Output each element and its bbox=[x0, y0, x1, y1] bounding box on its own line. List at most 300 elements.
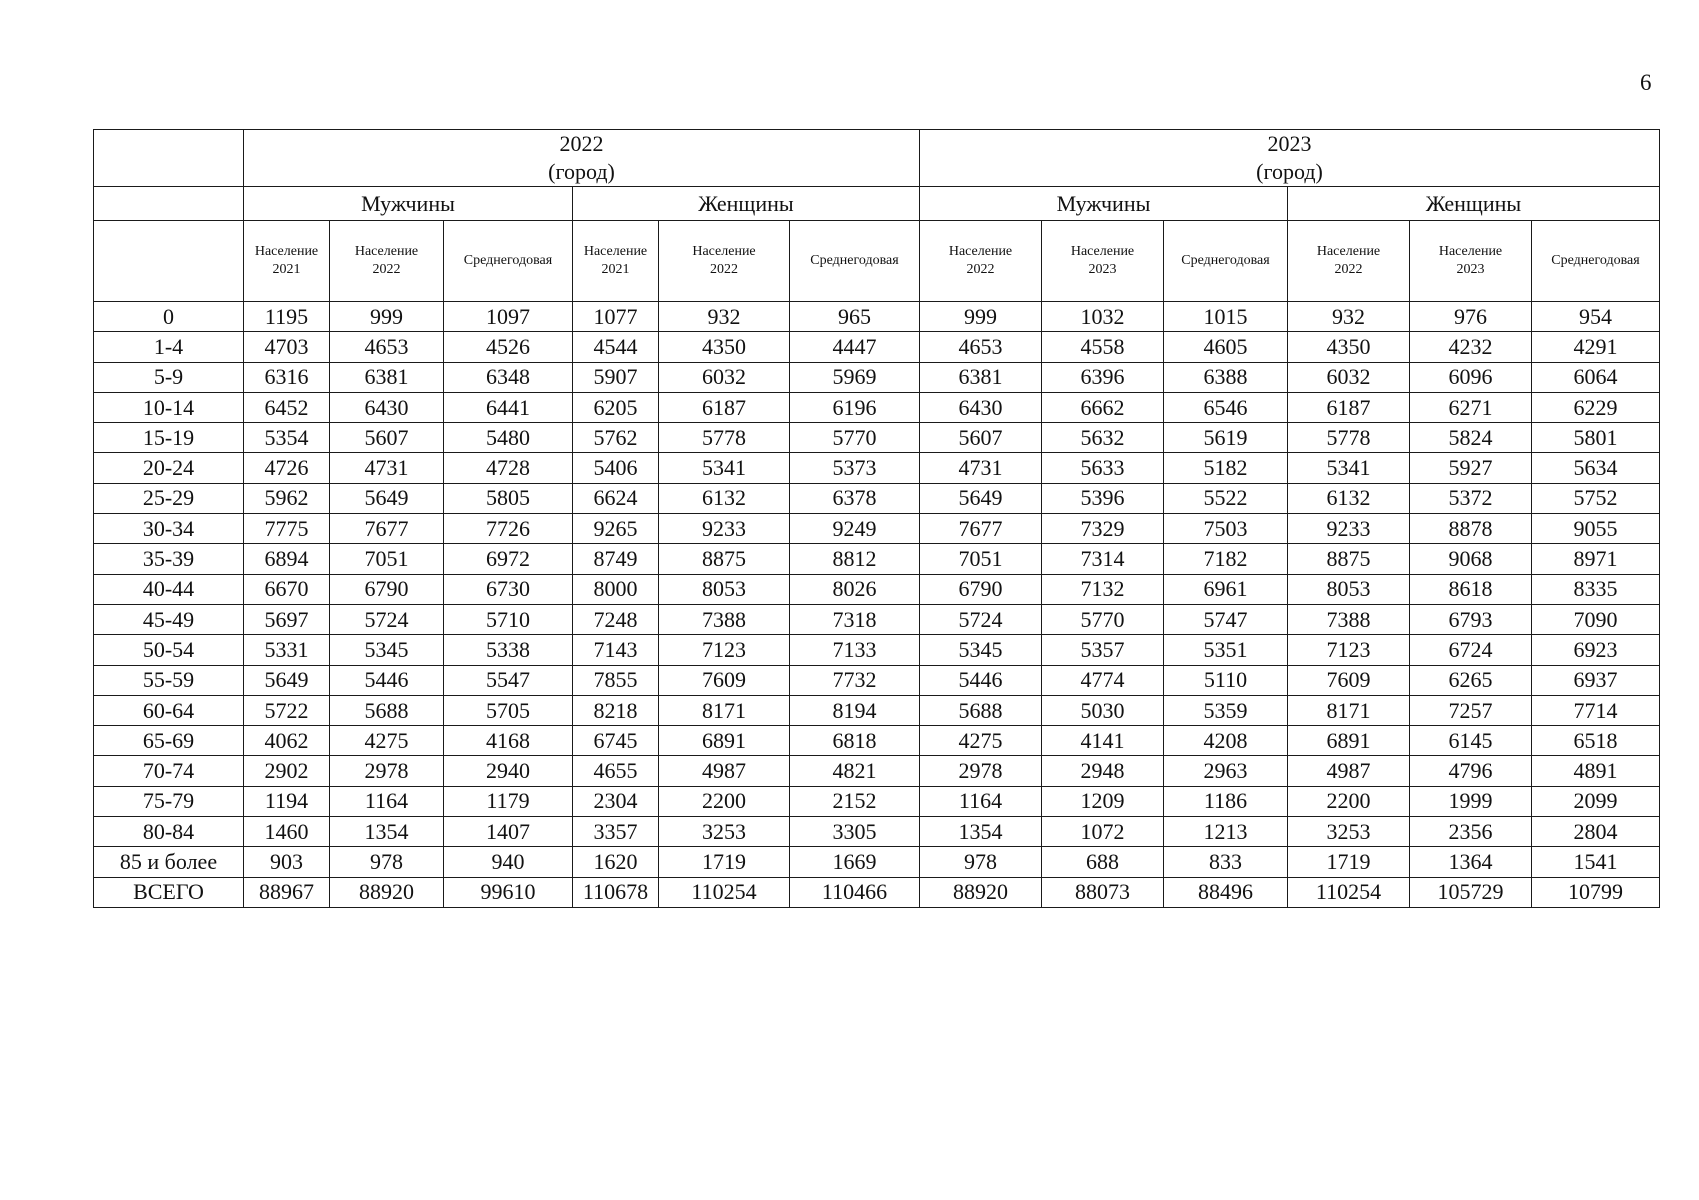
value-cell: 4291 bbox=[1532, 332, 1660, 362]
column-subheader bbox=[659, 221, 790, 302]
subheader-label: Среднегодовая bbox=[463, 253, 553, 268]
subheader-label: Население bbox=[948, 244, 1013, 259]
value-cell: 4558 bbox=[1042, 332, 1164, 362]
value-cell: 2978 bbox=[920, 756, 1042, 786]
value-cell: 978 bbox=[330, 847, 444, 877]
value-cell: 6972 bbox=[444, 544, 573, 574]
subheader-label: Население bbox=[1070, 244, 1135, 259]
value-cell: 9233 bbox=[659, 514, 790, 544]
value-cell: 7051 bbox=[920, 544, 1042, 574]
value-cell: 6745 bbox=[573, 726, 659, 756]
age-group-cell: 80-84 bbox=[94, 817, 244, 847]
sex-header-female-2023: Женщины bbox=[1288, 187, 1660, 221]
value-cell: 2304 bbox=[573, 786, 659, 816]
value-cell: 5446 bbox=[920, 665, 1042, 695]
subheader-year: 2022 bbox=[966, 262, 995, 277]
value-cell: 5632 bbox=[1042, 423, 1164, 453]
value-cell: 6724 bbox=[1410, 635, 1532, 665]
value-cell: 88073 bbox=[1042, 877, 1164, 907]
subheader-year: 2022 bbox=[372, 262, 401, 277]
subheader-label: Население bbox=[692, 244, 756, 259]
value-cell: 4141 bbox=[1042, 726, 1164, 756]
page-number: 6 bbox=[1640, 70, 1652, 95]
value-cell: 1407 bbox=[444, 817, 573, 847]
value-cell: 2902 bbox=[244, 756, 330, 786]
value-cell: 88920 bbox=[920, 877, 1042, 907]
value-cell: 9055 bbox=[1532, 514, 1660, 544]
table-row bbox=[94, 847, 1660, 877]
value-cell: 4728 bbox=[444, 453, 573, 483]
value-cell: 3253 bbox=[1288, 817, 1410, 847]
value-cell: 5969 bbox=[790, 362, 920, 392]
value-cell: 1354 bbox=[920, 817, 1042, 847]
value-cell: 833 bbox=[1164, 847, 1288, 877]
value-cell: 2963 bbox=[1164, 756, 1288, 786]
age-group-cell: 70-74 bbox=[94, 756, 244, 786]
table-row bbox=[94, 574, 1660, 604]
table-row bbox=[94, 332, 1660, 362]
age-group-cell: 50-54 bbox=[94, 635, 244, 665]
value-cell: 2948 bbox=[1042, 756, 1164, 786]
value-cell: 6923 bbox=[1532, 635, 1660, 665]
value-cell: 6381 bbox=[330, 362, 444, 392]
value-cell: 5770 bbox=[790, 423, 920, 453]
value-cell: 105729 bbox=[1410, 877, 1532, 907]
value-cell: 7143 bbox=[573, 635, 659, 665]
age-group-cell: 20-24 bbox=[94, 453, 244, 483]
column-subheader bbox=[244, 221, 330, 302]
table-row bbox=[94, 514, 1660, 544]
value-cell: 5341 bbox=[1288, 453, 1410, 483]
value-cell: 6388 bbox=[1164, 362, 1288, 392]
value-cell: 7388 bbox=[1288, 604, 1410, 634]
value-cell: 5359 bbox=[1164, 695, 1288, 725]
value-cell: 8053 bbox=[659, 574, 790, 604]
value-cell: 7609 bbox=[659, 665, 790, 695]
value-cell: 5607 bbox=[330, 423, 444, 453]
value-cell: 954 bbox=[1532, 302, 1660, 332]
value-cell: 7714 bbox=[1532, 695, 1660, 725]
table-row bbox=[94, 604, 1660, 634]
value-cell: 5619 bbox=[1164, 423, 1288, 453]
value-cell: 3357 bbox=[573, 817, 659, 847]
value-cell: 5607 bbox=[920, 423, 1042, 453]
age-group-cell: 10-14 bbox=[94, 392, 244, 422]
value-cell: 5345 bbox=[330, 635, 444, 665]
value-cell: 7090 bbox=[1532, 604, 1660, 634]
value-cell: 5446 bbox=[330, 665, 444, 695]
value-cell: 4544 bbox=[573, 332, 659, 362]
value-cell: 7123 bbox=[659, 635, 790, 665]
value-cell: 7182 bbox=[1164, 544, 1288, 574]
table-row bbox=[94, 817, 1660, 847]
value-cell: 5710 bbox=[444, 604, 573, 634]
value-cell: 2940 bbox=[444, 756, 573, 786]
value-cell: 6430 bbox=[920, 392, 1042, 422]
age-group-cell: 5-9 bbox=[94, 362, 244, 392]
value-cell: 7775 bbox=[244, 514, 330, 544]
column-subheader bbox=[1288, 221, 1410, 302]
subheader-year: 2023 bbox=[1088, 262, 1117, 277]
area-label: (город) bbox=[548, 159, 615, 184]
value-cell: 6961 bbox=[1164, 574, 1288, 604]
value-cell: 4350 bbox=[659, 332, 790, 362]
value-cell: 6187 bbox=[659, 392, 790, 422]
value-cell: 6730 bbox=[444, 574, 573, 604]
value-cell: 5341 bbox=[659, 453, 790, 483]
table-row bbox=[94, 544, 1660, 574]
column-subheader bbox=[1410, 221, 1532, 302]
value-cell: 932 bbox=[659, 302, 790, 332]
value-cell: 7329 bbox=[1042, 514, 1164, 544]
value-cell: 6064 bbox=[1532, 362, 1660, 392]
value-cell: 1164 bbox=[330, 786, 444, 816]
value-cell: 5705 bbox=[444, 695, 573, 725]
year-header-2022 bbox=[244, 130, 920, 187]
value-cell: 999 bbox=[920, 302, 1042, 332]
value-cell: 5927 bbox=[1410, 453, 1532, 483]
value-cell: 1015 bbox=[1164, 302, 1288, 332]
value-cell: 5801 bbox=[1532, 423, 1660, 453]
value-cell: 940 bbox=[444, 847, 573, 877]
value-cell: 9233 bbox=[1288, 514, 1410, 544]
value-cell: 4987 bbox=[1288, 756, 1410, 786]
value-cell: 9068 bbox=[1410, 544, 1532, 574]
sex-header-male-2022: Мужчины bbox=[244, 187, 573, 221]
value-cell: 6891 bbox=[659, 726, 790, 756]
year-label: 2022 bbox=[559, 131, 604, 156]
subheader-year: 2022 bbox=[1334, 262, 1363, 277]
value-cell: 8875 bbox=[1288, 544, 1410, 574]
table-row bbox=[94, 635, 1660, 665]
value-cell: 6430 bbox=[330, 392, 444, 422]
value-cell: 6452 bbox=[244, 392, 330, 422]
value-cell: 5747 bbox=[1164, 604, 1288, 634]
value-cell: 8171 bbox=[1288, 695, 1410, 725]
value-cell: 6624 bbox=[573, 483, 659, 513]
column-subheader bbox=[330, 221, 444, 302]
value-cell: 2804 bbox=[1532, 817, 1660, 847]
value-cell: 6348 bbox=[444, 362, 573, 392]
value-cell: 965 bbox=[790, 302, 920, 332]
age-group-cell: 30-34 bbox=[94, 514, 244, 544]
value-cell: 1195 bbox=[244, 302, 330, 332]
value-cell: 6316 bbox=[244, 362, 330, 392]
value-cell: 6790 bbox=[330, 574, 444, 604]
value-cell: 6229 bbox=[1532, 392, 1660, 422]
subheader-label: Население bbox=[1316, 244, 1381, 259]
age-group-cell: 45-49 bbox=[94, 604, 244, 634]
value-cell: 6132 bbox=[1288, 483, 1410, 513]
value-cell: 7123 bbox=[1288, 635, 1410, 665]
value-cell: 6518 bbox=[1532, 726, 1660, 756]
value-cell: 5633 bbox=[1042, 453, 1164, 483]
column-subheader bbox=[1532, 221, 1660, 302]
year-header-2023 bbox=[920, 130, 1660, 187]
value-cell: 5697 bbox=[244, 604, 330, 634]
value-cell: 6441 bbox=[444, 392, 573, 422]
value-cell: 6378 bbox=[790, 483, 920, 513]
value-cell: 4891 bbox=[1532, 756, 1660, 786]
value-cell: 8218 bbox=[573, 695, 659, 725]
value-cell: 5688 bbox=[920, 695, 1042, 725]
value-cell: 9249 bbox=[790, 514, 920, 544]
value-cell: 5110 bbox=[1164, 665, 1288, 695]
value-cell: 9265 bbox=[573, 514, 659, 544]
table-row bbox=[94, 665, 1660, 695]
table-row bbox=[94, 302, 1660, 332]
value-cell: 4655 bbox=[573, 756, 659, 786]
value-cell: 1209 bbox=[1042, 786, 1164, 816]
column-subheader bbox=[920, 221, 1042, 302]
value-cell: 6894 bbox=[244, 544, 330, 574]
value-cell: 6205 bbox=[573, 392, 659, 422]
value-cell: 3253 bbox=[659, 817, 790, 847]
subheader-label: Население bbox=[1438, 244, 1503, 259]
subheader-year: 2023 bbox=[1456, 262, 1485, 277]
value-cell: 2099 bbox=[1532, 786, 1660, 816]
value-cell: 6790 bbox=[920, 574, 1042, 604]
subheader-label: Среднегодовая bbox=[1181, 253, 1270, 268]
value-cell: 5396 bbox=[1042, 483, 1164, 513]
value-cell: 932 bbox=[1288, 302, 1410, 332]
value-cell: 8194 bbox=[790, 695, 920, 725]
area-label: (город) bbox=[1256, 159, 1323, 184]
value-cell: 110466 bbox=[790, 877, 920, 907]
value-cell: 2200 bbox=[659, 786, 790, 816]
value-cell: 5406 bbox=[573, 453, 659, 483]
value-cell: 5345 bbox=[920, 635, 1042, 665]
column-subheader bbox=[1164, 221, 1288, 302]
value-cell: 978 bbox=[920, 847, 1042, 877]
value-cell: 8618 bbox=[1410, 574, 1532, 604]
value-cell: 5030 bbox=[1042, 695, 1164, 725]
value-cell: 4821 bbox=[790, 756, 920, 786]
age-group-cell: 40-44 bbox=[94, 574, 244, 604]
value-cell: 1213 bbox=[1164, 817, 1288, 847]
value-cell: 6937 bbox=[1532, 665, 1660, 695]
table-body bbox=[94, 302, 1660, 908]
column-subheader bbox=[1042, 221, 1164, 302]
sex-header-male-2023: Мужчины bbox=[920, 187, 1288, 221]
table-row bbox=[94, 423, 1660, 453]
value-cell: 4731 bbox=[330, 453, 444, 483]
value-cell: 4062 bbox=[244, 726, 330, 756]
value-cell: 8053 bbox=[1288, 574, 1410, 604]
value-cell: 6396 bbox=[1042, 362, 1164, 392]
value-cell: 7051 bbox=[330, 544, 444, 574]
table-row bbox=[94, 483, 1660, 513]
value-cell: 7732 bbox=[790, 665, 920, 695]
value-cell: 4653 bbox=[920, 332, 1042, 362]
value-cell: 1179 bbox=[444, 786, 573, 816]
value-cell: 5522 bbox=[1164, 483, 1288, 513]
value-cell: 2356 bbox=[1410, 817, 1532, 847]
value-cell: 6381 bbox=[920, 362, 1042, 392]
value-cell: 7609 bbox=[1288, 665, 1410, 695]
value-cell: 4447 bbox=[790, 332, 920, 362]
value-cell: 1460 bbox=[244, 817, 330, 847]
value-cell: 4796 bbox=[1410, 756, 1532, 786]
corner-cell bbox=[94, 130, 244, 187]
value-cell: 4526 bbox=[444, 332, 573, 362]
value-cell: 110254 bbox=[659, 877, 790, 907]
value-cell: 6271 bbox=[1410, 392, 1532, 422]
value-cell: 5907 bbox=[573, 362, 659, 392]
age-group-cell: 75-79 bbox=[94, 786, 244, 816]
table-row bbox=[94, 695, 1660, 725]
value-cell: 6032 bbox=[1288, 362, 1410, 392]
value-cell: 88920 bbox=[330, 877, 444, 907]
age-group-cell: 85 и более bbox=[94, 847, 244, 877]
value-cell: 2200 bbox=[1288, 786, 1410, 816]
value-cell: 5778 bbox=[1288, 423, 1410, 453]
value-cell: 2978 bbox=[330, 756, 444, 786]
value-cell: 903 bbox=[244, 847, 330, 877]
age-group-cell: 55-59 bbox=[94, 665, 244, 695]
table-row bbox=[94, 786, 1660, 816]
value-cell: 5338 bbox=[444, 635, 573, 665]
value-cell: 688 bbox=[1042, 847, 1164, 877]
value-cell: 6187 bbox=[1288, 392, 1410, 422]
value-cell: 1354 bbox=[330, 817, 444, 847]
value-cell: 5331 bbox=[244, 635, 330, 665]
subheader-label: Среднегодовая bbox=[1551, 253, 1640, 268]
value-cell: 88496 bbox=[1164, 877, 1288, 907]
value-cell: 6793 bbox=[1410, 604, 1532, 634]
value-cell: 7726 bbox=[444, 514, 573, 544]
value-cell: 4168 bbox=[444, 726, 573, 756]
table-row bbox=[94, 726, 1660, 756]
table-row bbox=[94, 362, 1660, 392]
corner-cell bbox=[94, 187, 244, 221]
value-cell: 6196 bbox=[790, 392, 920, 422]
value-cell: 6096 bbox=[1410, 362, 1532, 392]
value-cell: 4731 bbox=[920, 453, 1042, 483]
value-cell: 7314 bbox=[1042, 544, 1164, 574]
value-cell: 5649 bbox=[330, 483, 444, 513]
value-cell: 8875 bbox=[659, 544, 790, 574]
value-cell: 1364 bbox=[1410, 847, 1532, 877]
value-cell: 1719 bbox=[1288, 847, 1410, 877]
value-cell: 7677 bbox=[920, 514, 1042, 544]
value-cell: 8971 bbox=[1532, 544, 1660, 574]
value-cell: 5649 bbox=[920, 483, 1042, 513]
age-group-cell: 65-69 bbox=[94, 726, 244, 756]
value-cell: 4726 bbox=[244, 453, 330, 483]
value-cell: 7248 bbox=[573, 604, 659, 634]
subheader-label: Среднегодовая bbox=[810, 253, 899, 268]
age-group-cell: 25-29 bbox=[94, 483, 244, 513]
age-group-cell: ВСЕГО bbox=[94, 877, 244, 907]
subheader-label: Население bbox=[583, 244, 648, 259]
column-subheader bbox=[573, 221, 659, 302]
column-subheader bbox=[790, 221, 920, 302]
value-cell: 5762 bbox=[573, 423, 659, 453]
value-cell: 5649 bbox=[244, 665, 330, 695]
age-group-cell: 1-4 bbox=[94, 332, 244, 362]
value-cell: 5373 bbox=[790, 453, 920, 483]
value-cell: 8026 bbox=[790, 574, 920, 604]
table-row bbox=[94, 392, 1660, 422]
value-cell: 6032 bbox=[659, 362, 790, 392]
value-cell: 5824 bbox=[1410, 423, 1532, 453]
value-cell: 5770 bbox=[1042, 604, 1164, 634]
value-cell: 4605 bbox=[1164, 332, 1288, 362]
value-cell: 6132 bbox=[659, 483, 790, 513]
value-cell: 1719 bbox=[659, 847, 790, 877]
value-cell: 6891 bbox=[1288, 726, 1410, 756]
value-cell: 4653 bbox=[330, 332, 444, 362]
total-row bbox=[94, 877, 1660, 907]
age-group-cell: 15-19 bbox=[94, 423, 244, 453]
value-cell: 7388 bbox=[659, 604, 790, 634]
value-cell: 1620 bbox=[573, 847, 659, 877]
age-group-cell: 0 bbox=[94, 302, 244, 332]
value-cell: 7133 bbox=[790, 635, 920, 665]
value-cell: 4703 bbox=[244, 332, 330, 362]
value-cell: 1999 bbox=[1410, 786, 1532, 816]
value-cell: 1164 bbox=[920, 786, 1042, 816]
value-cell: 8171 bbox=[659, 695, 790, 725]
value-cell: 4350 bbox=[1288, 332, 1410, 362]
year-label: 2023 bbox=[1267, 131, 1312, 156]
value-cell: 5724 bbox=[330, 604, 444, 634]
value-cell: 5351 bbox=[1164, 635, 1288, 665]
value-cell: 6670 bbox=[244, 574, 330, 604]
column-subheader bbox=[444, 221, 573, 302]
value-cell: 99610 bbox=[444, 877, 573, 907]
value-cell: 4232 bbox=[1410, 332, 1532, 362]
value-cell: 88967 bbox=[244, 877, 330, 907]
value-cell: 5688 bbox=[330, 695, 444, 725]
population-table bbox=[93, 129, 1660, 908]
subheader-year: 2021 bbox=[272, 262, 301, 277]
value-cell: 6818 bbox=[790, 726, 920, 756]
value-cell: 110678 bbox=[573, 877, 659, 907]
value-cell: 8749 bbox=[573, 544, 659, 574]
value-cell: 6662 bbox=[1042, 392, 1164, 422]
value-cell: 976 bbox=[1410, 302, 1532, 332]
value-cell: 7855 bbox=[573, 665, 659, 695]
value-cell: 5634 bbox=[1532, 453, 1660, 483]
value-cell: 4208 bbox=[1164, 726, 1288, 756]
value-cell: 5724 bbox=[920, 604, 1042, 634]
value-cell: 5962 bbox=[244, 483, 330, 513]
value-cell: 5357 bbox=[1042, 635, 1164, 665]
corner-cell bbox=[94, 221, 244, 302]
value-cell: 5182 bbox=[1164, 453, 1288, 483]
value-cell: 4987 bbox=[659, 756, 790, 786]
value-cell: 4275 bbox=[330, 726, 444, 756]
value-cell: 8000 bbox=[573, 574, 659, 604]
value-cell: 4275 bbox=[920, 726, 1042, 756]
value-cell: 6145 bbox=[1410, 726, 1532, 756]
value-cell: 5752 bbox=[1532, 483, 1660, 513]
value-cell: 2152 bbox=[790, 786, 920, 816]
value-cell: 5354 bbox=[244, 423, 330, 453]
value-cell: 7318 bbox=[790, 604, 920, 634]
value-cell: 6546 bbox=[1164, 392, 1288, 422]
value-cell: 5722 bbox=[244, 695, 330, 725]
table-row bbox=[94, 756, 1660, 786]
value-cell: 5547 bbox=[444, 665, 573, 695]
year-header-row bbox=[94, 130, 1660, 187]
value-cell: 1032 bbox=[1042, 302, 1164, 332]
value-cell: 1077 bbox=[573, 302, 659, 332]
value-cell: 5778 bbox=[659, 423, 790, 453]
sex-header-row bbox=[94, 187, 1660, 221]
